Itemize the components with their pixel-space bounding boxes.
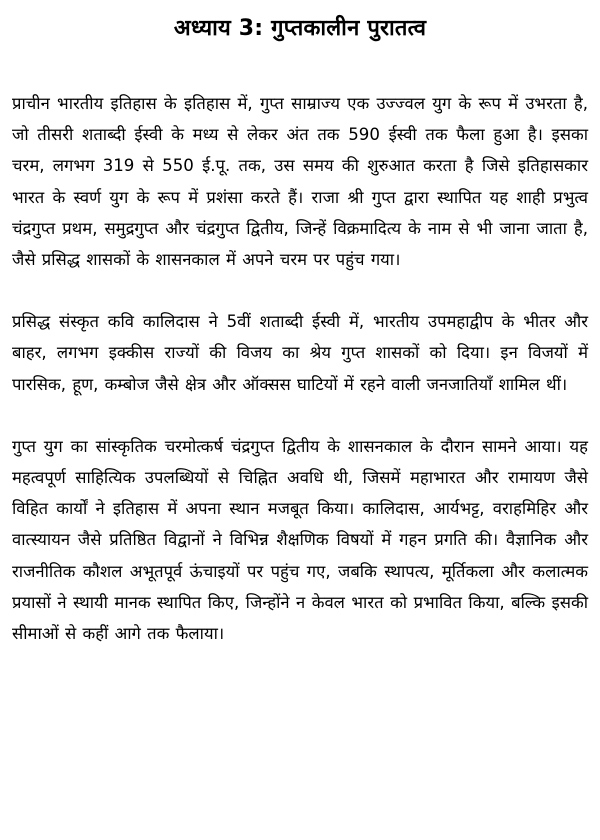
paragraph-1: प्राचीन भारतीय इतिहास के इतिहास में, गुप्त साम्राज्य एक उज्ज्वल युग के रूप में उभरता है, जो तीसरी शताब्दी ईस्वी के मध्य से लेकर अंत तक 590 ईस्वी तक फैला हुआ है। इसका चरम, लगभग 319 से 550 ई.पू. तक, उस समय की शुरुआत करता है जिसे इतिहासकार भारत के स्वर्ण युग के रूप में प्रशंसा करते हैं। राजा श्री गुप्त द्वारा स्थापित यह शाही प्रभुत्व चंद्रगुप्त प्रथम, समुद्रगुप्त और चंद्रगुप्त द्वितीय, जिन्हें विक्रमादित्य के नाम से भी जाना जाता है, जैसे प्रसिद्ध शासकों के शासनकाल में अपने चरम पर पहुंच गया।	[12, 94, 588, 270]
paragraph-3: गुप्त युग का सांस्कृतिक चरमोत्कर्ष चंद्रगुप्त द्वितीय के शासनकाल के दौरान सामने आया। यह महत्वपूर्ण साहित्यिक उपलब्धियों से चिह्नित अवधि थी, जिसमें महाभारत और रामायण जैसे विहित कार्यों ने इतिहास में अपना स्थान मजबूत किया। कालिदास, आर्यभट्ट, वराहमिहिर और वात्स्यायन जैसे प्रतिष्ठित विद्वानों ने विभिन्न शैक्षणिक विषयों में गहन प्रगति की। वैज्ञानिक और राजनीतिक कौशल अभूतपूर्व ऊंचाइयों पर पहुंच गए, जबकि स्थापत्य, मूर्तिकला और कलात्मक प्रयासों ने स्थायी मानक स्थापित किए, जिन्होंने न केवल भारत को प्रभावित किया, बल्कि इसकी सीमाओं से कहीं आगे तक फैलाया।	[12, 436, 588, 644]
paragraph-2: प्रसिद्ध संस्कृत कवि कालिदास ने 5वीं शताब्दी ईस्वी में, भारतीय उपमहाद्वीप के भीतर और बाहर, लगभग इक्कीस राज्यों की विजय का श्रेय गुप्त शासकों को दिया। इन विजयों में पारसिक, हूण, कम्बोज जैसे क्षेत्र और ऑक्सस घाटियों में रहने वाली जनजातियाँ शामिल थीं।	[12, 312, 588, 394]
chapter-title: अध्याय 3: गुप्तकालीन पुरातत्व	[173, 16, 427, 41]
